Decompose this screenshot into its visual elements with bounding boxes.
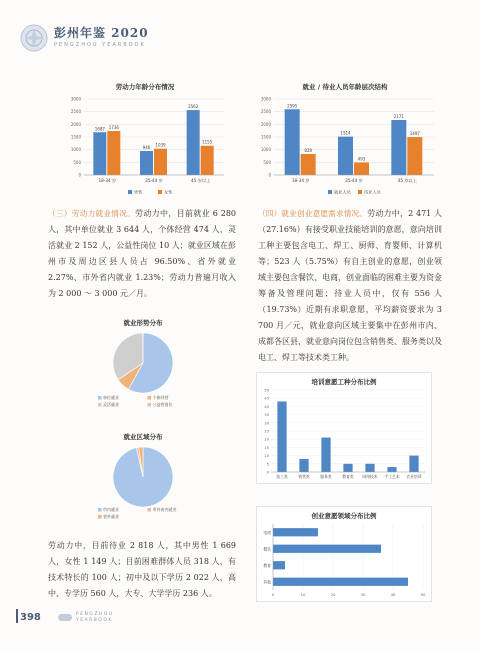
legend-swatch: [98, 403, 102, 407]
y-tick-label: 20: [264, 437, 269, 442]
legend-swatch: [158, 190, 162, 194]
legend-swatch: [148, 396, 152, 400]
x-tick-label: 手工艺术: [384, 474, 400, 479]
data-label: 1514: [340, 130, 351, 136]
legend-label: 市外省内就业: [152, 507, 177, 512]
x-tick-label: 30: [360, 592, 366, 597]
y-tick-label: 其他: [263, 579, 271, 585]
bar: [407, 137, 422, 175]
x-tick-label: 35-44 岁: [145, 178, 163, 183]
legend-label: 市内就业: [103, 507, 119, 512]
y-tick-label: 1500: [260, 134, 271, 140]
chart-title: 就业形势分布: [123, 319, 163, 327]
legend-label: 就业人员: [334, 189, 351, 195]
data-label: 1687: [94, 126, 105, 132]
x-tick-label: 网络技术: [362, 474, 378, 479]
x-tick-label: 50: [420, 592, 426, 597]
employment-age-bar-chart-svg: [250, 91, 440, 199]
bar: [391, 120, 406, 175]
data-label: 2562: [188, 104, 199, 110]
age-bar-chart-svg: [60, 91, 230, 199]
bar: [343, 464, 352, 472]
employment-region-pie-chart: [88, 432, 198, 532]
legend-label: 女性: [164, 189, 173, 195]
page-number: 398: [20, 612, 41, 623]
paragraph-body: 劳动力中，目前就业 6 280 人，其中单位就业 3 644 人，个体经营 474 人，灵活就业 2 152 人，公益性岗位 10 人；就业区域在彭州市及周边区县人员占 96.50%、省外就业 2.27%、市外省内就业 1.23%；劳动力普遍月收入为 2 000 ～ 3 000 元／月。: [48, 209, 236, 298]
legend-swatch: [328, 190, 332, 194]
legend-label: 灵活就业: [103, 402, 119, 407]
footer-subtitle-line1: PENGZHOU: [76, 612, 114, 617]
footer-bar: [16, 609, 18, 623]
paragraph-body: 劳动力中，2 471 人（27.16%）有接受职业技能培训的意愿，意向培训工种主要包含电工、焊工、厨师、育婴师、计算机等；523 人（5.75%）有自主创业的意愿，创业领域主要包含餐饮、电商，创业面临的困难主要为资金筹备及管理问题；待业人员中，仅有 556 人（19.73%）近期有求职意愿，平均薪资要求为 3 700 月／元，就业意向区域主要集中在彭州市内、成都各区县，就业意向岗位包含销售类、服务类以及电工、焊工等技术类工种。: [258, 209, 442, 362]
y-tick-label: 教育: [263, 562, 271, 568]
x-tick-label: 18-34 岁: [291, 178, 310, 183]
y-tick-label: 45: [264, 396, 269, 401]
y-tick-label: 40: [264, 404, 269, 409]
y-tick-label: 0: [268, 172, 271, 178]
chart-title: 就业区域分布: [123, 433, 163, 441]
age-distribution-chart: [60, 82, 230, 202]
bar: [154, 149, 167, 175]
legend-label: 男性: [134, 189, 143, 195]
bar: [277, 401, 286, 472]
paragraph-employment-status: [48, 206, 236, 302]
employment-form-pie-chart: [88, 318, 198, 420]
y-tick-label: 2500: [70, 109, 81, 115]
bar: [338, 137, 353, 175]
data-label: 828: [304, 148, 312, 154]
chart-title: 培训意愿工种分布比例: [311, 378, 377, 386]
x-tick-label: 销售类: [298, 474, 310, 479]
y-tick-label: 1000: [260, 147, 271, 153]
x-tick-label: 18-34 岁: [98, 178, 117, 183]
paragraph-employment-intention: [258, 206, 442, 366]
x-tick-label: 35-44 岁: [345, 178, 363, 183]
data-label: 2171: [393, 114, 404, 120]
bar: [301, 154, 316, 175]
y-tick-label: 500: [73, 159, 81, 165]
y-tick-label: 25: [264, 429, 269, 434]
footer-subtitle: [76, 612, 114, 624]
startup-hbar-chart-svg: [257, 520, 431, 602]
yearbook-logo-icon: [20, 24, 48, 52]
chart-title: 劳动力年龄分布情况: [115, 83, 175, 91]
bar: [273, 545, 381, 553]
data-label: 1497: [409, 131, 420, 137]
legend-label: 公益性岗位: [152, 402, 173, 407]
y-tick-label: 2500: [260, 109, 271, 115]
legend-label: 个体经营: [152, 395, 169, 400]
legend-label: 省外就业: [103, 514, 119, 519]
legend-swatch: [98, 508, 102, 512]
bar: [409, 456, 418, 472]
data-label: 1155: [202, 139, 213, 145]
footer-subtitle-line2: YEARBOOK: [76, 618, 113, 623]
y-tick-label: 10: [264, 454, 269, 459]
y-tick-label: 500: [263, 159, 271, 165]
data-label: 946: [142, 145, 151, 151]
legend-swatch: [98, 396, 102, 400]
data-label: 1736: [108, 125, 119, 131]
y-tick-label: 30: [264, 421, 269, 426]
bar: [273, 561, 285, 569]
y-tick-label: 50: [264, 388, 269, 393]
bar: [321, 438, 330, 472]
y-tick-label: 35: [264, 413, 269, 418]
bar: [93, 132, 106, 175]
chart-title: 就业 / 待业人员年龄层次结构: [302, 83, 388, 91]
chart-title: 创业意愿领域分布比例: [311, 512, 377, 520]
y-tick-label: 1000: [70, 147, 81, 153]
training-bar-chart-svg: [257, 386, 431, 484]
y-tick-label: 3000: [260, 96, 271, 102]
y-tick-label: 1500: [70, 134, 81, 140]
x-tick-label: 农业培训: [406, 474, 422, 479]
paragraph-heading: （四）就业创业意愿需求情况。: [258, 209, 368, 218]
bar: [187, 110, 200, 175]
legend-swatch: [98, 515, 102, 519]
y-tick-label: 电商: [263, 529, 271, 535]
bar: [299, 459, 308, 472]
data-label: 1039: [155, 142, 166, 148]
y-tick-label: 3000: [70, 96, 81, 102]
x-tick-label: 服务类: [320, 474, 332, 479]
employment-region-pie-svg: [88, 441, 198, 529]
bar: [140, 151, 153, 175]
x-tick-label: 技工类: [276, 474, 288, 479]
bar: [285, 109, 300, 175]
bar: [201, 146, 214, 175]
bar: [273, 578, 408, 586]
yearbook-subtitle: PENGZHOU YEARBOOK: [54, 42, 146, 48]
y-tick-label: 2000: [70, 121, 81, 127]
employment-form-pie-svg: [88, 327, 198, 417]
bar: [354, 163, 369, 175]
legend-label: 待业人员: [364, 189, 381, 195]
x-tick-label: 20: [330, 592, 336, 597]
paragraph-heading: （三）劳动力就业情况。: [48, 209, 136, 218]
legend-label: 单位就业: [103, 395, 119, 400]
footer-pill-icon: [58, 614, 72, 621]
x-tick-label: 40: [390, 592, 396, 597]
bar: [365, 464, 374, 472]
training-intention-chart: [256, 372, 432, 484]
bar: [273, 528, 318, 536]
x-tick-label: 0: [271, 592, 275, 597]
bar: [107, 131, 120, 175]
startup-field-chart: [256, 506, 432, 602]
legend-swatch: [358, 190, 362, 194]
legend-swatch: [148, 508, 152, 512]
y-tick-label: 0: [78, 172, 81, 178]
x-tick-label: 45 岁以上: [397, 178, 417, 183]
employment-age-chart: [250, 82, 440, 202]
data-label: 493: [357, 156, 366, 162]
y-tick-label: 2000: [260, 121, 271, 127]
paragraph-body: 劳动力中，目前待业 2 818 人，其中男性 1 669 人，女性 1 149 人；目前困难群体人员 318 人，有技术特长的 100 人；初中及以下学历 2 022 人，高中、专学历 560 人，大专、大学学历 236 人。: [48, 541, 236, 598]
y-tick-label: 15: [264, 445, 269, 450]
paragraph-unemployed: [48, 538, 236, 602]
y-tick-label: 5: [266, 462, 269, 467]
y-tick-label: 0: [266, 470, 269, 475]
y-tick-label: 餐饮: [263, 546, 271, 552]
bar: [387, 467, 396, 472]
yearbook-title: 彭州年鉴 2020: [54, 26, 149, 40]
x-tick-label: 10: [300, 592, 306, 597]
legend-swatch: [128, 190, 132, 194]
legend-swatch: [148, 403, 152, 407]
x-tick-label: 教育类: [342, 474, 354, 479]
data-label: 2595: [287, 103, 298, 109]
x-tick-label: 45 岁以上: [191, 178, 211, 183]
